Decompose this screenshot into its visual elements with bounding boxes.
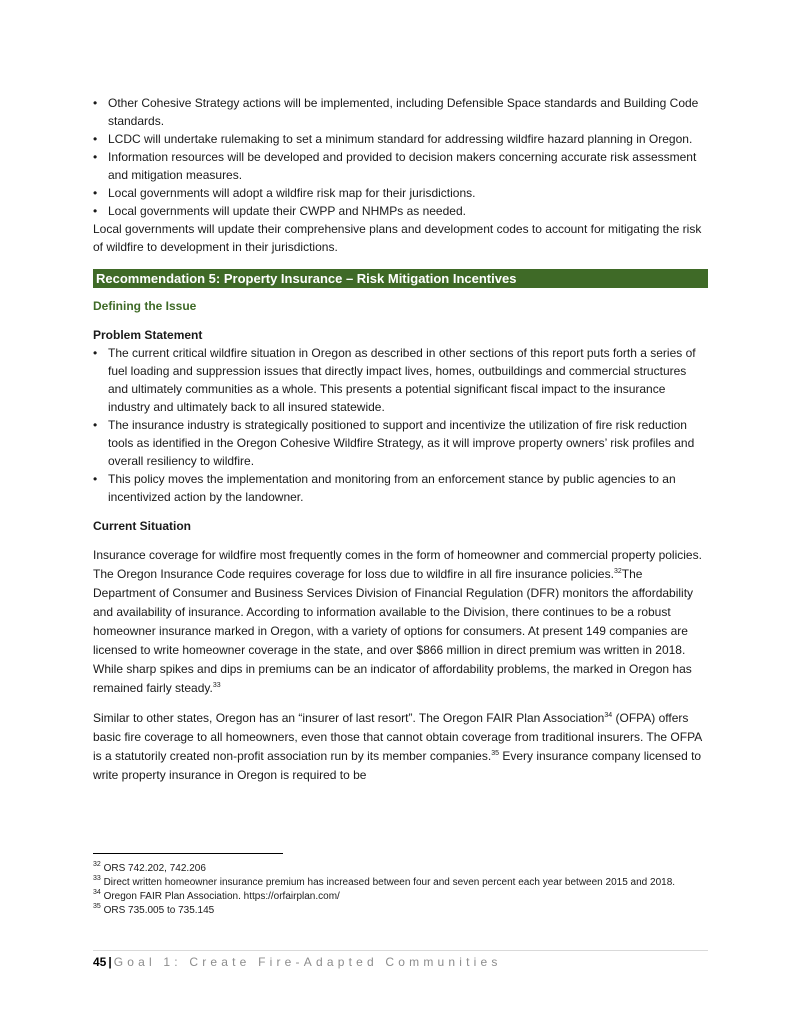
problem-statement-heading: Problem Statement — [93, 328, 203, 342]
footnote-ref: 33 — [212, 682, 221, 689]
footnote-number: 32 — [93, 861, 101, 868]
page-body — [93, 94, 708, 785]
problem-bullet-list — [93, 344, 708, 506]
list-item: • Other Cohesive Strategy actions will be implemented, including Defensible Space standards and Building Code standards. — [93, 94, 708, 130]
defining-issue-heading: Defining the Issue — [93, 299, 197, 313]
paragraph-text: The Department of Consumer and Business Services Division of Financial Regulation (DFR) monitors the affordability and availability of insurance. According to information available to the Division, there continues to be a robust homeowner insurance marked in Oregon, with a variety of options for consumers. At present 149 companies are licensed to write homeowner coverage in the state, and over $866 million in direct premium was written in 2018. While sharp spikes and dips in premiums can be an indicator of affordability problems, the marked in Oregon has remained fairly steady. — [93, 567, 694, 695]
list-item: • Local governments will adopt a wildfire risk map for their jurisdictions. — [93, 184, 708, 202]
recommendation-header: Recommendation 5: Property Insurance – Risk Mitigation Incentives — [93, 269, 708, 288]
footnote — [93, 876, 708, 890]
footnote-ref: 34 — [604, 712, 613, 719]
footnote-text: Direct written homeowner insurance premium has increased between four and seven percent each year between 2015 and 2018. — [103, 877, 676, 888]
trailing-paragraph: Local governments will update their comprehensive plans and development codes to account for mitigating the risk of wildfire to development in their jurisdictions. — [93, 222, 702, 254]
footnote-divider — [93, 853, 283, 854]
current-situation-heading: Current Situation — [93, 519, 191, 533]
footnote — [93, 862, 708, 876]
list-item: • LCDC will undertake rulemaking to set a minimum standard for addressing wildfire hazard planning in Oregon. — [93, 130, 708, 148]
footnote-text: ORS 742.202, 742.206 — [103, 863, 206, 874]
list-item: • The insurance industry is strategically positioned to support and incentivize the utilization of fire risk reduction tools as identified in the Oregon Cohesive Wildfire Strategy, as it will improve property owners’ risk profiles and overall resiliency to wildfire. — [93, 416, 708, 470]
paragraph-text: Every insurance company licensed to write property insurance in Oregon is required to be — [93, 749, 702, 782]
footnote-number: 34 — [93, 889, 101, 896]
paragraph-text: Insurance coverage for wildfire most frequently comes in the form of homeowner and commercial property policies. The Oregon Insurance Code requires coverage for loss due to wildfire in all fire insurance policies. — [93, 548, 702, 581]
list-item: • Local governments will update their CWPP and NHMPs as needed. — [93, 202, 708, 220]
action-bullet-list — [93, 94, 708, 220]
footnotes — [93, 862, 708, 918]
footnote-ref: 32 — [613, 568, 622, 575]
footnote-ref: 35 — [491, 750, 499, 757]
list-item: • Information resources will be developed and provided to decision makers concerning accurate risk assessment and mitigation measures. — [93, 148, 708, 184]
footer-title: Goal 1: Create Fire-Adapted Communities — [113, 955, 502, 969]
current-situation-paragraph — [93, 546, 708, 698]
footnote — [93, 890, 708, 904]
footnote-number: 33 — [93, 875, 101, 882]
footnote-number: 35 — [93, 903, 101, 910]
footer-separator: | — [108, 955, 112, 969]
footnote-text: Oregon FAIR Plan Association. https://orfairplan.com/ — [103, 891, 340, 902]
footnote-text: ORS 735.005 to 735.145 — [103, 905, 215, 916]
page-number: 45 — [93, 955, 107, 969]
paragraph-text: Similar to other states, Oregon has an “insurer of last resort”. The Oregon FAIR Plan Association — [93, 711, 605, 725]
list-item: • The current critical wildfire situation in Oregon as described in other sections of this report puts forth a series of fuel loading and suppression issues that directly impact lives, homes, outbuildings and commercial structures and ultimately communities as a whole. This presents a potential significant fiscal impact to the insurance industry and ultimately back to all insured statewide. — [93, 344, 708, 416]
fair-plan-paragraph — [93, 709, 708, 785]
footnote — [93, 904, 708, 918]
list-item: • This policy moves the implementation and monitoring from an enforcement stance by public agencies to an incentivized action by the landowner. — [93, 470, 708, 506]
paragraph-text: (OFPA) offers basic fire coverage to all homeowners, even those that cannot obtain coverage from traditional insurers. The OFPA is a statutorily created non-profit association run by its member companies. — [93, 711, 702, 763]
page-footer — [93, 954, 502, 970]
footer-divider — [93, 950, 708, 951]
